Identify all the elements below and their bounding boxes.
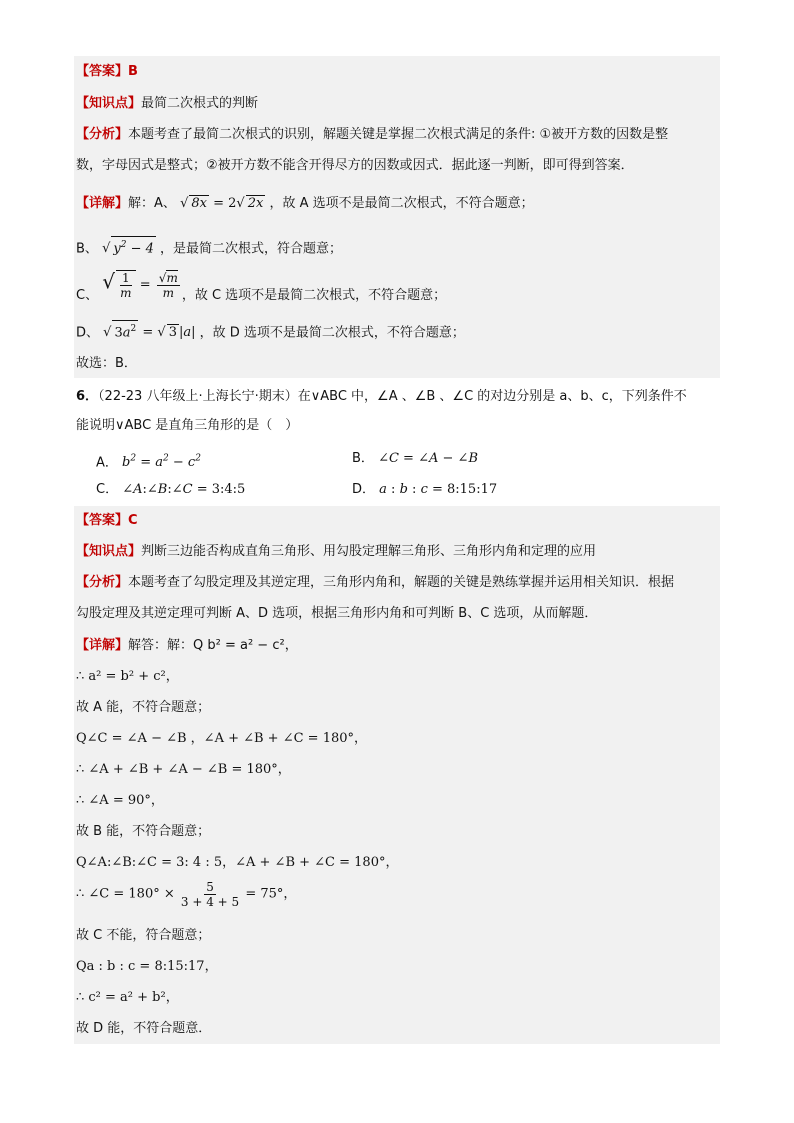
q5-conclusion: 故选：B． [76,356,137,371]
q6-stem-line-2 [76,418,298,434]
step-line: Q∠C = ∠A − ∠B ，∠A + ∠B + ∠C = 180°， [76,731,368,746]
fraction: $\frac{5}{3 + 4 + 5}$ [180,880,240,909]
detail-d-formula: √ $3a^2$ = √ 3 |a| [103,325,200,340]
option-d-formula: a : b : c = 8:15:17 [379,482,498,497]
answer-tag: 【答案】 [76,64,129,79]
knowledge-tag: 【知识点】 [76,544,142,559]
q5-detail-line-b [76,236,342,257]
knowledge-text: 判断三边能否构成直角三角形、用勾股定理解三角形、三角形内角和定理的应用 [141,544,597,559]
detail-b-formula: √ $y^2 - 4$ [102,241,160,256]
step-line: 故 B 能，不符合题意； [76,824,211,839]
step-line: 故 D 能，不符合题意． [76,1021,212,1036]
q6-detail-intro [76,638,298,654]
analysis-text-1: 本题考查了最简二次根式的识别，解题关键是掌握二次根式满足的条件: ①被开方数的因数是整 [128,127,669,142]
answer-value: B [128,64,138,79]
q5-analysis-line-1 [76,127,668,143]
q6-analysis-line-2 [76,606,597,622]
step-line: ∴ ∠A + ∠B + ∠A − ∠B = 180°， [76,762,291,777]
option-b-formula: ∠C = ∠A − ∠B [378,451,478,466]
step-line: Q∠A:∠B:∠C = 3: 4 : 5，∠A + ∠B + ∠C = 180°， [76,855,399,870]
detail-c-label: C、 [76,287,99,303]
q5-detail-line-a [76,195,534,212]
question-source: （22-23 八年级上·上海长宁·期末） [98,389,298,404]
detail-c-text: ，故 C 选项不是最简二次根式，不符合题意； [181,287,447,303]
detail-d-label: D、 [76,325,100,341]
step-line: ∴ c² = a² + b²， [76,990,179,1005]
q6-knowledge-line [76,544,596,560]
option-c: C． ∠A:∠B:∠C = 3:4:5 [96,482,246,497]
knowledge-text: 最简二次根式的判断 [141,96,259,111]
option-c-formula: ∠A:∠B:∠C = 3:4:5 [122,482,246,497]
step-line: ∴ a² = b² + c²， [76,669,179,684]
step-line: 故 A 能，不符合题意； [76,700,211,715]
q5-analysis-line-2 [76,158,634,174]
detail-intro: 解答：解：Q b² = a² − c²， [128,638,298,653]
option-b: B． ∠C = ∠A − ∠B [352,451,478,466]
q5-knowledge-line [76,96,258,112]
detail-c-formula: √ $\frac{1}{m}$ = $\frac{√m}{m}$ [102,269,178,300]
q5-detail-line-c [76,269,447,303]
question-number: 6． [76,389,99,404]
q5-answer-line [76,64,138,80]
analysis-tag: 【分析】 [76,575,129,590]
step-line: ∴ ∠A = 90°， [76,793,164,808]
analysis-text-2: 勾股定理及其逆定理可判断 A、D 选项，根据三角形内角和可判断 B、C 选项，从而解题． [76,606,598,621]
option-a: A． $b^2 = a^2 - c^2$ [96,454,201,471]
detail-intro: 解：A、 [128,196,176,211]
question-stem-2: 能说明∨ABC 是直角三角形的是（ ） [76,418,299,433]
option-d: D． a : b : c = 8:15:17 [352,482,498,497]
step-line: Qa : b : c = 8:15:17， [76,959,218,974]
detail-a-formula: √ 8x = 2√ 2x [180,196,264,211]
analysis-tag: 【分析】 [76,127,129,142]
q6-answer-line [76,513,138,529]
analysis-text-1: 本题考查了勾股定理及其逆定理，三角形内角和，解题的关键是熟练掌握并运用相关知识．根据 [128,575,675,590]
detail-tag: 【详解】 [76,638,129,653]
q6-stem-line-1 [76,389,687,405]
q6-analysis-line-1 [76,575,674,591]
detail-tag: 【详解】 [76,196,129,211]
detail-b-text: ，是最简二次根式，符合题意； [160,241,343,257]
analysis-text-2: 数，字母因式是整式；②被开方数不能含开得尽方的因数或因式．据此逐一判断，即可得到答案． [76,158,634,173]
answer-tag: 【答案】 [76,513,129,528]
detail-d-text: ，故 D 选项不是最简二次根式，不符合题意； [199,325,465,341]
step-line-fraction: ∴ ∠C = 180° × $\frac{5}{3 + 4 + 5}$ = 75°， [76,880,297,909]
knowledge-tag: 【知识点】 [76,96,142,111]
step-line: 故 C 不能，符合题意； [76,928,211,943]
option-a-formula: $b^2 = a^2 - c^2$ [122,454,201,471]
detail-a-text: ，故 A 选项不是最简二次根式，不符合题意； [269,196,534,211]
q5-detail-line-d [76,320,465,341]
detail-b-label: B、 [76,241,98,257]
question-stem-1: 在∨ABC 中，∠A 、∠B 、∠C 的对边分别是 a、b、c，下列条件不 [297,389,687,404]
answer-value: C [128,513,138,528]
